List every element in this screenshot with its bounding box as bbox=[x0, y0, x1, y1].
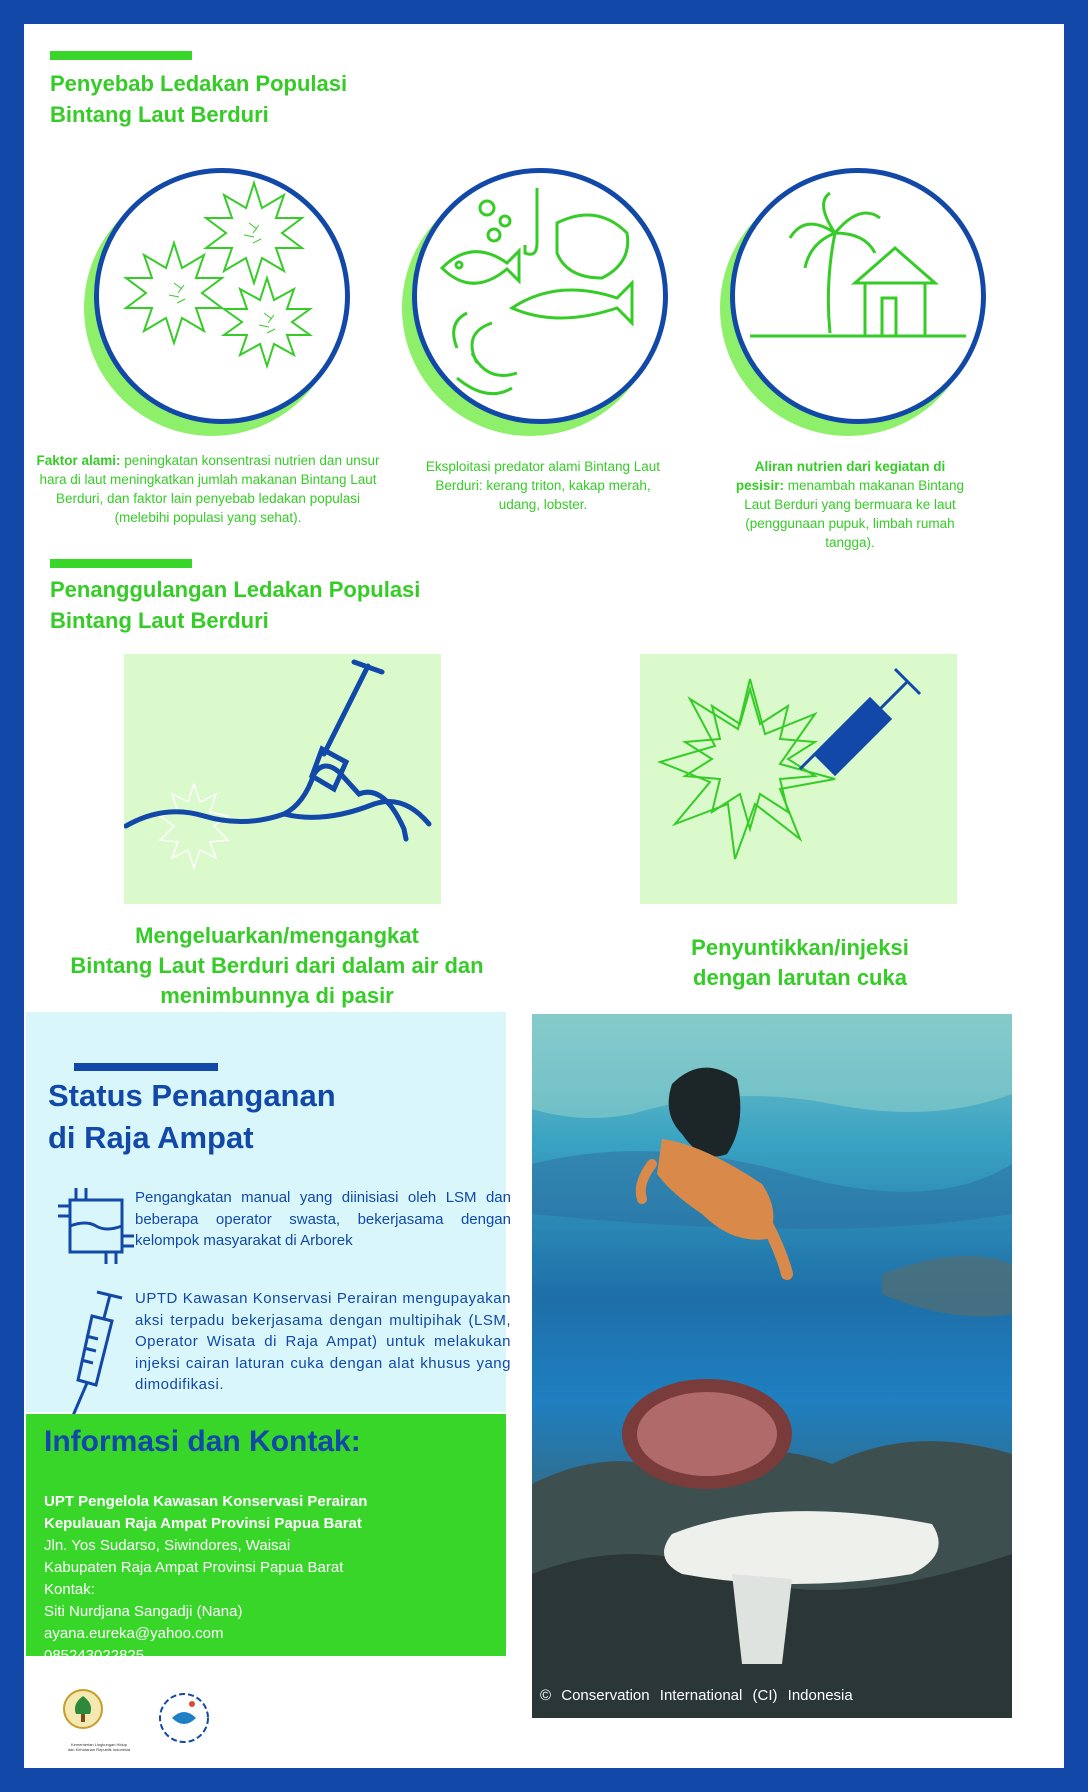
photo-credit-text: Conservation International (CI) Indonesia bbox=[561, 1687, 853, 1704]
section-accent-bar bbox=[50, 559, 192, 568]
status-title-line: di Raja Ampat bbox=[48, 1120, 254, 1155]
hands-cooperation-icon bbox=[56, 1186, 136, 1266]
starfish-group-icon bbox=[99, 173, 345, 419]
section-title-line: Bintang Laut Berduri bbox=[50, 608, 269, 633]
syringe-icon bbox=[62, 1290, 124, 1420]
status-title-line: Status Penanganan bbox=[48, 1078, 336, 1113]
method-caption-burial bbox=[50, 921, 504, 1011]
cause-icon-circle-predators bbox=[412, 168, 692, 448]
section-title-line: Bintang Laut Berduri bbox=[50, 102, 269, 127]
caption-text: menambah makanan Bintang Laut Berduri yang bermuara ke laut (penggunaan pupuk, limbah rumah tangga). bbox=[744, 478, 965, 550]
section-title-line: Penyebab Ledakan Populasi bbox=[50, 71, 348, 96]
caption-bold-label: Faktor alami: bbox=[36, 453, 121, 468]
caption-text: peningkatan konsentrasi nutrien dan unsur hara di laut meningkatkan jumlah makanan Bintang Laut Berduri, dan faktor lain penyebab ledakan populasi (melebihi populasi yang sehat). bbox=[39, 453, 380, 525]
contact-title: Informasi dan Kontak: bbox=[44, 1425, 361, 1458]
method-caption-line: Penyuntikkan/injeksi bbox=[691, 935, 909, 960]
contact-label: Kontak: bbox=[44, 1581, 95, 1598]
contact-email[interactable]: ayana.eureka@yahoo.com bbox=[44, 1625, 224, 1642]
method-caption-injection bbox=[620, 933, 980, 993]
cause-icon-circle-natural bbox=[94, 168, 374, 448]
syringe-injection-icon bbox=[640, 654, 957, 904]
method-panel-injection bbox=[640, 654, 957, 904]
cause-icon-circle-coastal bbox=[730, 168, 1010, 448]
contact-name: Siti Nurdjana Sangadji (Nana) bbox=[44, 1603, 243, 1620]
caption-text: Eksploitasi predator alami Bintang Laut Berduri: kerang triton, kakap merah, udang, lobster. bbox=[425, 459, 661, 512]
cause-caption-coastal bbox=[735, 457, 965, 552]
status-item-text: Pengangkatan manual yang diinisiasi oleh LSM dan beberapa operator swasta, bekerjasama dengan kelompok masyarakat di Arborek bbox=[135, 1189, 511, 1249]
section-title-causes bbox=[50, 68, 347, 130]
cause-caption-predators bbox=[418, 457, 668, 514]
method-caption-line: dengan larutan cuka bbox=[693, 965, 907, 990]
underwater-scene bbox=[532, 1014, 1012, 1718]
cause-caption-natural bbox=[28, 451, 388, 527]
section-title-line: Penanggulangan Ledakan Populasi bbox=[50, 577, 421, 602]
shovel-burial-icon bbox=[124, 654, 441, 904]
contact-org-line: UPT Pengelola Kawasan Konservasi Perairan bbox=[44, 1493, 368, 1510]
coastal-house-icon bbox=[735, 173, 981, 419]
section-title-methods bbox=[50, 574, 420, 636]
ministry-caption-line: Kementerian Lingkungan Hidup bbox=[70, 1742, 128, 1747]
status-item-text: UPTD Kawasan Konservasi Perairan mengupayakan aksi terpadu bekerjasama dengan multipihak (LSM, Operator Wisata di Raja Ampat) untuk melakukan injeksi cairan laturan cuka dengan alat khusus yang dimodifikasi. bbox=[135, 1290, 511, 1393]
predators-icon bbox=[417, 173, 663, 419]
method-caption-line: menimbunnya di pasir bbox=[160, 983, 394, 1008]
method-panel-burial bbox=[124, 654, 441, 904]
photo-credit bbox=[540, 1686, 853, 1706]
caption-bold-label: Aliran nutrien dari kegiatan di pesisir: bbox=[735, 459, 946, 493]
ministry-logo-caption bbox=[56, 1742, 142, 1752]
conservation-area-logo bbox=[152, 1688, 222, 1746]
status-title bbox=[48, 1075, 336, 1159]
ministry-logo bbox=[62, 1688, 104, 1730]
method-caption-line: Mengeluarkan/mengangkat bbox=[135, 923, 419, 948]
contact-phone[interactable]: 085243022825 bbox=[44, 1647, 145, 1664]
copyright-icon: © bbox=[540, 1687, 552, 1704]
contact-address-line: Jln. Yos Sudarso, Siwindores, Waisai bbox=[44, 1537, 291, 1554]
section-accent-bar bbox=[50, 51, 192, 60]
contact-org-line: Kepulauan Raja Ampat Provinsi Papua Barat bbox=[44, 1515, 362, 1532]
ministry-caption-line: dan Kehutanan Republik Indonesia bbox=[67, 1747, 131, 1752]
underwater-photo bbox=[532, 1014, 1012, 1718]
method-caption-line: Bintang Laut Berduri dari dalam air dan bbox=[70, 953, 484, 978]
contact-address-line: Kabupaten Raja Ampat Provinsi Papua Barat bbox=[44, 1559, 344, 1576]
status-accent-bar bbox=[74, 1063, 218, 1071]
